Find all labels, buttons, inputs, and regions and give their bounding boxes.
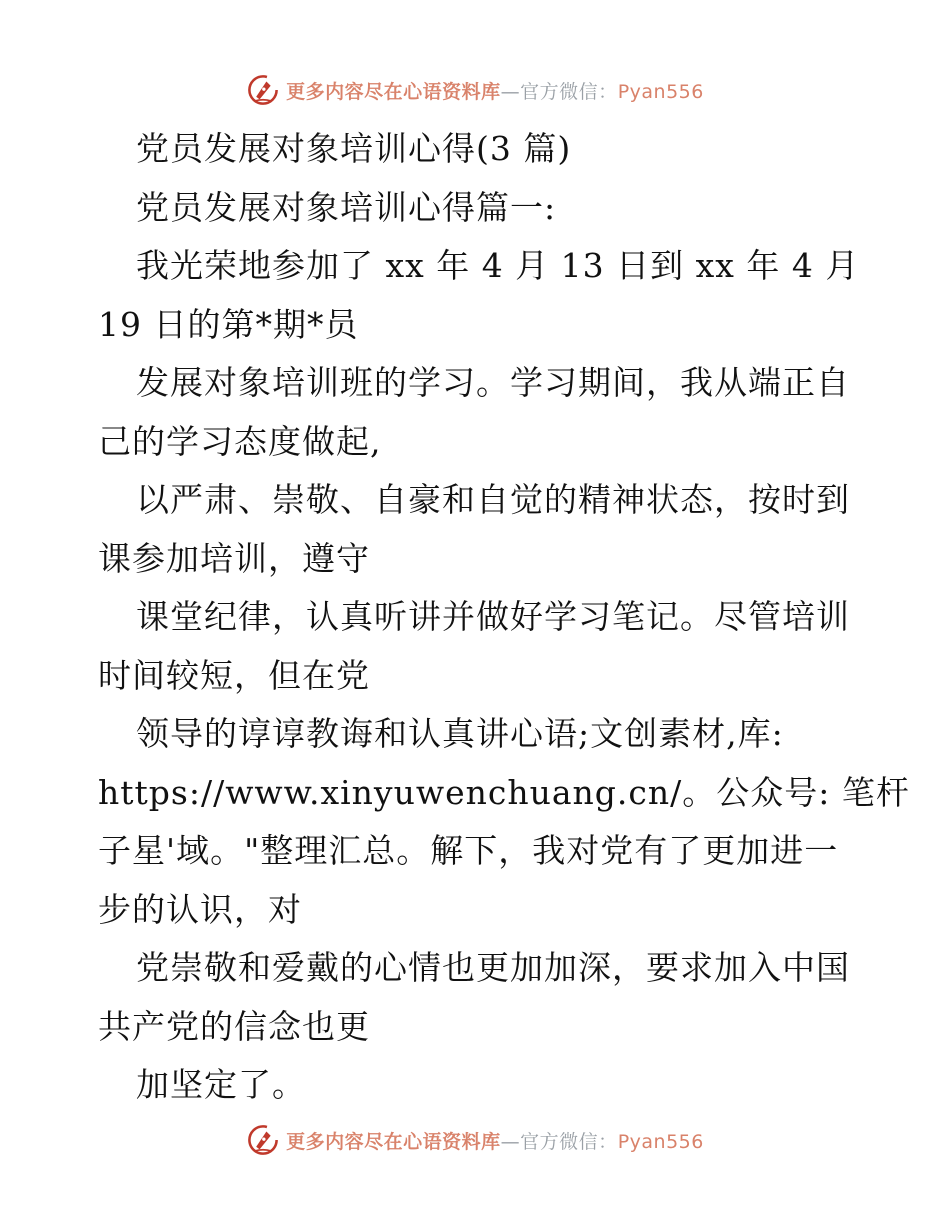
banner-wechat-id: Pyan556 [617,1130,704,1153]
pen-nib-logo-icon [246,73,280,107]
document-line: 子星'域。"整理汇总。解下，我对党有了更加进一 [98,831,839,870]
document-line: 发展对象培训班的学习。学习期间，我从端正自 [136,363,850,402]
document-line: 课参加培训，遵守 [98,538,370,578]
banner-text [286,77,704,104]
document-line: 己的学习态度做起, [98,421,382,461]
document-line: 以严肃、崇敬、自豪和自觉的精神状态，按时到 [136,480,850,519]
document-line: 课堂纪律，认真听讲并做好学习笔记。尽管培训 [136,597,850,636]
document-body [98,120,910,1115]
banner-sub-text: —官方微信： [500,80,618,103]
document-line: 步的认识，对 [98,889,302,929]
banner-main-text: 更多内容尽在心语资料库 [286,80,501,103]
document-line: 领导的谆谆教诲和认真讲心语;文创素材,库: [136,714,784,753]
document-line-title: 党员发展对象培训心得(3 篇) [136,129,572,168]
banner-main-text: 更多内容尽在心语资料库 [286,1130,501,1153]
banner-text [286,1127,704,1154]
document-line: 共产党的信念也更 [98,1006,370,1046]
banner-sub-text: —官方微信： [500,1130,618,1153]
document-line: 加坚定了。 [136,1065,306,1104]
document-line: https://www.xinyuwenchuang.cn/。公众号: 笔杆 [98,772,910,812]
document-line: 党崇敬和爱戴的心情也更加加深，要求加入中国 [136,948,850,987]
header-banner [0,70,950,110]
document-line-section-heading: 党员发展对象培训心得篇一: [136,187,557,227]
document-line: 时间较短，但在党 [98,655,370,695]
banner-wechat-id: Pyan556 [617,80,704,103]
pen-nib-logo-icon [246,1123,280,1157]
document-line: 19 日的第*期*员 [98,304,359,344]
footer-banner [0,1120,950,1160]
document-line: 我光荣地参加了 xx 年 4 月 13 日到 xx 年 4 月 [136,246,860,285]
